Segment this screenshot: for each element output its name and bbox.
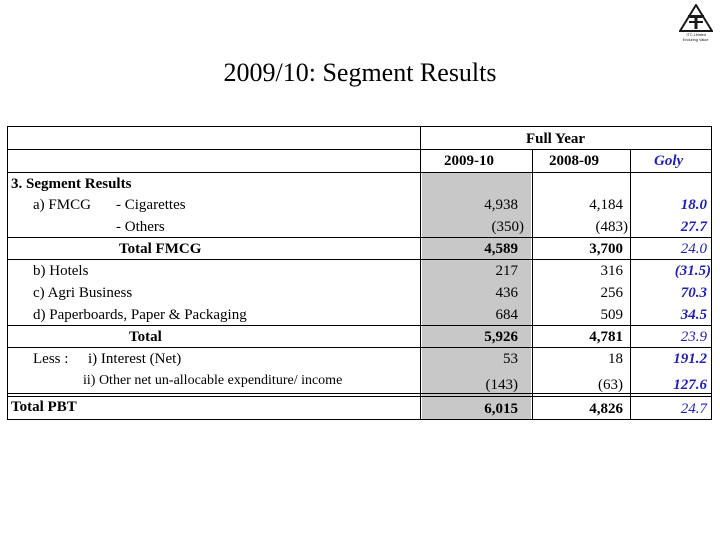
goly-value: 191.2 bbox=[673, 351, 707, 367]
value-2009-10: (350) bbox=[491, 219, 524, 235]
row-label: i) Interest (Net) bbox=[88, 351, 182, 367]
goly-value: 34.5 bbox=[680, 307, 707, 323]
goly-value: 127.6 bbox=[673, 377, 707, 393]
logo-tagline-1: ITC Limited bbox=[686, 32, 706, 37]
value-2009-10: 436 bbox=[495, 285, 518, 301]
divider bbox=[8, 149, 711, 150]
goly-value: 23.9 bbox=[680, 329, 707, 345]
column-header-goly: Goly bbox=[654, 153, 684, 169]
column-header-2009-10: 2009-10 bbox=[444, 153, 494, 169]
value-2008-09: 18 bbox=[608, 351, 623, 367]
row-label: c) Agri Business bbox=[33, 285, 133, 301]
row-label: d) Paperboards, Paper & Packaging bbox=[33, 307, 247, 323]
value-2008-09: 316 bbox=[600, 263, 623, 279]
row-label-prefix: a) FMCG bbox=[33, 197, 91, 213]
company-logo bbox=[676, 4, 716, 46]
value-2009-10: 53 bbox=[503, 351, 518, 367]
divider bbox=[8, 259, 711, 260]
divider bbox=[8, 347, 711, 348]
divider bbox=[8, 237, 711, 238]
goly-value: 27.7 bbox=[680, 219, 707, 235]
value-2009-10: 6,015 bbox=[484, 401, 518, 417]
value-2009-10: 4,938 bbox=[484, 197, 518, 213]
column-header-2008-09: 2008-09 bbox=[549, 153, 599, 169]
value-2008-09: (63) bbox=[598, 377, 623, 393]
divider bbox=[420, 127, 421, 419]
value-2008-09: 256 bbox=[600, 285, 623, 301]
goly-value: 18.0 bbox=[680, 197, 707, 213]
row-label: - Cigarettes bbox=[116, 197, 186, 213]
goly-value: 24.0 bbox=[680, 241, 707, 257]
row-label: b) Hotels bbox=[33, 263, 89, 279]
page-title: 2009/10: Segment Results bbox=[223, 58, 497, 87]
row-label: ii) Other net un-allocable expenditure/ income bbox=[83, 373, 343, 388]
row-label: Total PBT bbox=[11, 399, 77, 415]
divider bbox=[630, 149, 631, 419]
value-2008-09: 4,781 bbox=[589, 329, 623, 345]
value-2009-10: 4,589 bbox=[484, 241, 518, 257]
value-2009-10: 5,926 bbox=[484, 329, 518, 345]
value-2008-09: 4,184 bbox=[589, 197, 623, 213]
divider bbox=[8, 325, 711, 326]
full-year-header: Full Year bbox=[526, 131, 586, 147]
row-label: Total FMCG bbox=[119, 241, 202, 257]
value-2009-10: (143) bbox=[485, 377, 518, 393]
row-label: Total bbox=[129, 329, 162, 345]
value-2008-09: 509 bbox=[600, 307, 623, 323]
row-label: - Others bbox=[116, 219, 165, 235]
value-2008-09: 3,700 bbox=[589, 241, 623, 257]
divider bbox=[8, 396, 711, 397]
itc-logo-icon bbox=[679, 4, 713, 32]
section-title: 3. Segment Results bbox=[11, 176, 132, 192]
value-2008-09: (483) bbox=[595, 219, 628, 235]
logo-tagline-2: Enduring Value bbox=[683, 37, 709, 42]
value-2009-10: 217 bbox=[495, 263, 518, 279]
goly-value: 24.7 bbox=[680, 401, 707, 417]
row-label-prefix: Less : bbox=[33, 351, 69, 367]
goly-value: (31.5) bbox=[674, 263, 711, 279]
value-2008-09: 4,826 bbox=[589, 401, 623, 417]
divider bbox=[8, 172, 711, 173]
divider bbox=[532, 149, 533, 419]
segment-results-table bbox=[7, 126, 712, 420]
goly-value: 70.3 bbox=[680, 285, 707, 301]
value-2009-10: 684 bbox=[495, 307, 518, 323]
